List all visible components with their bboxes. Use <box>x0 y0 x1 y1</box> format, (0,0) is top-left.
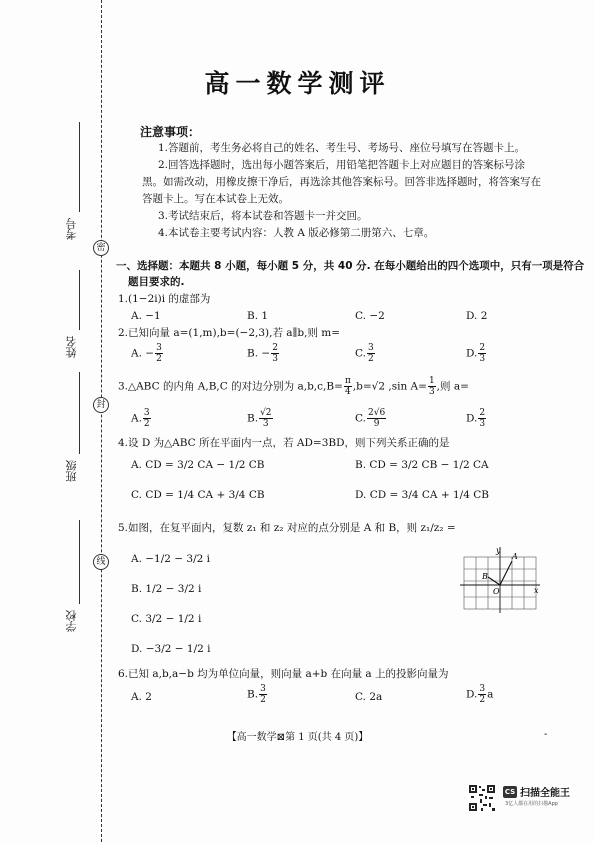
q4-option-b: B. CD = 3/2 CB − 1/2 CA <box>355 459 489 471</box>
label-school: 学校 <box>65 610 78 632</box>
page-title: 高一数学测评 <box>204 69 391 98</box>
label-class: 班级 <box>65 460 78 482</box>
q5-option-c: C. 3/2 − 1/2 i <box>131 613 202 625</box>
seal-xian: 线 <box>93 554 109 570</box>
q1-option-a: A. −1 <box>131 310 161 322</box>
class-line <box>79 372 80 454</box>
q5-stem: 5.如图，在复平面内，复数 z₁ 和 z₂ 对应的点分别是 A 和 B，则 z₁/z₂ = <box>118 522 456 534</box>
seal-mi: 密 <box>93 240 109 256</box>
q6-option-b: B. $\frac{3}{2}$ <box>247 684 266 705</box>
notice-item-4: 4.本试卷主要考试内容：人教 A 版必修第二册第六、七章。 <box>158 227 435 239</box>
q2-option-c: C. $\frac{3}{2}$ <box>355 343 374 364</box>
notice-block <box>114 140 554 242</box>
q3-option-a: A. $\frac{3}{2}$ <box>131 408 150 429</box>
q2-stem: 2.已知向量 a=(1,m),b=(−2,3),若 a∥b,则 m= <box>118 327 341 339</box>
q3-option-c: C. $\frac{2√6}{9}$ <box>355 408 386 429</box>
camscanner-tagline: 3亿人都在用的扫描App <box>505 801 558 807</box>
binding-dashed-line <box>101 0 102 842</box>
q4-option-c: C. CD = 1/4 CA + 3/4 CB <box>131 489 265 501</box>
q1-option-b: B. 1 <box>247 310 269 322</box>
school-line <box>79 520 80 604</box>
q5-complex-plane-figure <box>460 545 540 613</box>
camscanner-name: 扫描全能王 <box>520 788 570 799</box>
footer-mark: - <box>544 729 548 740</box>
q6-option-a: A. 2 <box>131 691 152 703</box>
page-footer: 【高一数学⊠第 1 页(共 4 页)】 <box>226 732 369 743</box>
name-line <box>79 270 80 330</box>
q5-label-b: B <box>482 572 488 581</box>
seal-feng: 封 <box>93 397 109 413</box>
q3-stem: 3.△ABC 的内角 A,B,C 的对边分别为 a,b,c,B= $\frac{\pi}{4}$ ,b=√2 ,sin A= $\frac{1}{3}$ ,则 a= <box>118 376 469 397</box>
q5-option-a: A. −1/2 − 3/2 i <box>131 553 211 565</box>
q2-option-a: A. − $\frac{3}{2}$ <box>131 343 162 364</box>
q5-option-d: D. −3/2 − 1/2 i <box>131 643 211 655</box>
notice-item-2-cont2: 答题卡上。写在本试卷上无效。 <box>142 193 289 205</box>
q4-option-a: A. CD = 3/2 CA − 1/2 CB <box>131 459 265 471</box>
q1-option-c: C. −2 <box>355 310 385 322</box>
notice-item-2: 2.回答选择题时，选出每小题答案后，用铅笔把答题卡上对应题目的答案标号涂 <box>158 159 526 171</box>
section-heading-line1: 一、选择题：本题共 8 小题，每小题 5 分，共 40 分. 在每小题给出的四个选项中，只有一项是符合 <box>116 260 585 272</box>
q3-option-b: B. $\frac{√2}{3}$ <box>247 408 272 429</box>
q6-option-c: C. 2a <box>355 691 383 703</box>
exam-number-line <box>79 122 80 212</box>
q5-label-x: x <box>534 586 539 595</box>
camscanner-logo-icon: CS <box>504 788 516 796</box>
notice-item-3: 3.考试结束后，将本试卷和答题卡一并交回。 <box>158 210 368 222</box>
q5-vector-oa <box>500 561 512 585</box>
notice-item-2-cont: 黑。如需改动，用橡皮擦干净后，再选涂其他答案标号。回答非选择题时，将答案写在 <box>142 176 541 188</box>
q5-option-b: B. 1/2 − 3/2 i <box>131 583 202 595</box>
qr-code-icon <box>468 784 496 812</box>
q2-option-d: D. $\frac{2}{3}$ <box>466 343 486 364</box>
q4-stem: 4.设 D 为△ABC 所在平面内一点，若 AD=3BD，则下列关系正确的是 <box>118 437 450 449</box>
notice-item-1: 1.答题前，考生务必将自己的姓名、考生号、考场号、座位号填写在答题卡上。 <box>158 142 526 154</box>
q4-option-d: D. CD = 3/4 CA + 1/4 CB <box>355 489 489 501</box>
label-exam-number: 考号 <box>65 218 78 240</box>
notice-heading: 注意事项： <box>140 125 201 139</box>
q1-option-d: D. 2 <box>466 310 488 322</box>
q6-stem: 6.已知 a,b,a−b 均为单位向量，则向量 a+b 在向量 a 上的投影向量为 <box>118 668 449 680</box>
q5-label-y: y <box>496 546 501 555</box>
q1-stem: 1.(1−2i)i 的虚部为 <box>118 293 211 305</box>
section-heading <box>116 258 585 290</box>
q3-option-d: D. $\frac{2}{3}$ <box>466 408 486 429</box>
q6-option-d: D. $\frac{3}{2}$ a <box>466 684 494 705</box>
q2-option-b: B. − $\frac{2}{3}$ <box>247 343 278 364</box>
q5-label-o: O <box>493 587 500 596</box>
label-name: 姓名 <box>65 336 78 358</box>
section-heading-line2: 题目要求的. <box>128 276 185 288</box>
q5-label-a: A <box>512 552 518 561</box>
